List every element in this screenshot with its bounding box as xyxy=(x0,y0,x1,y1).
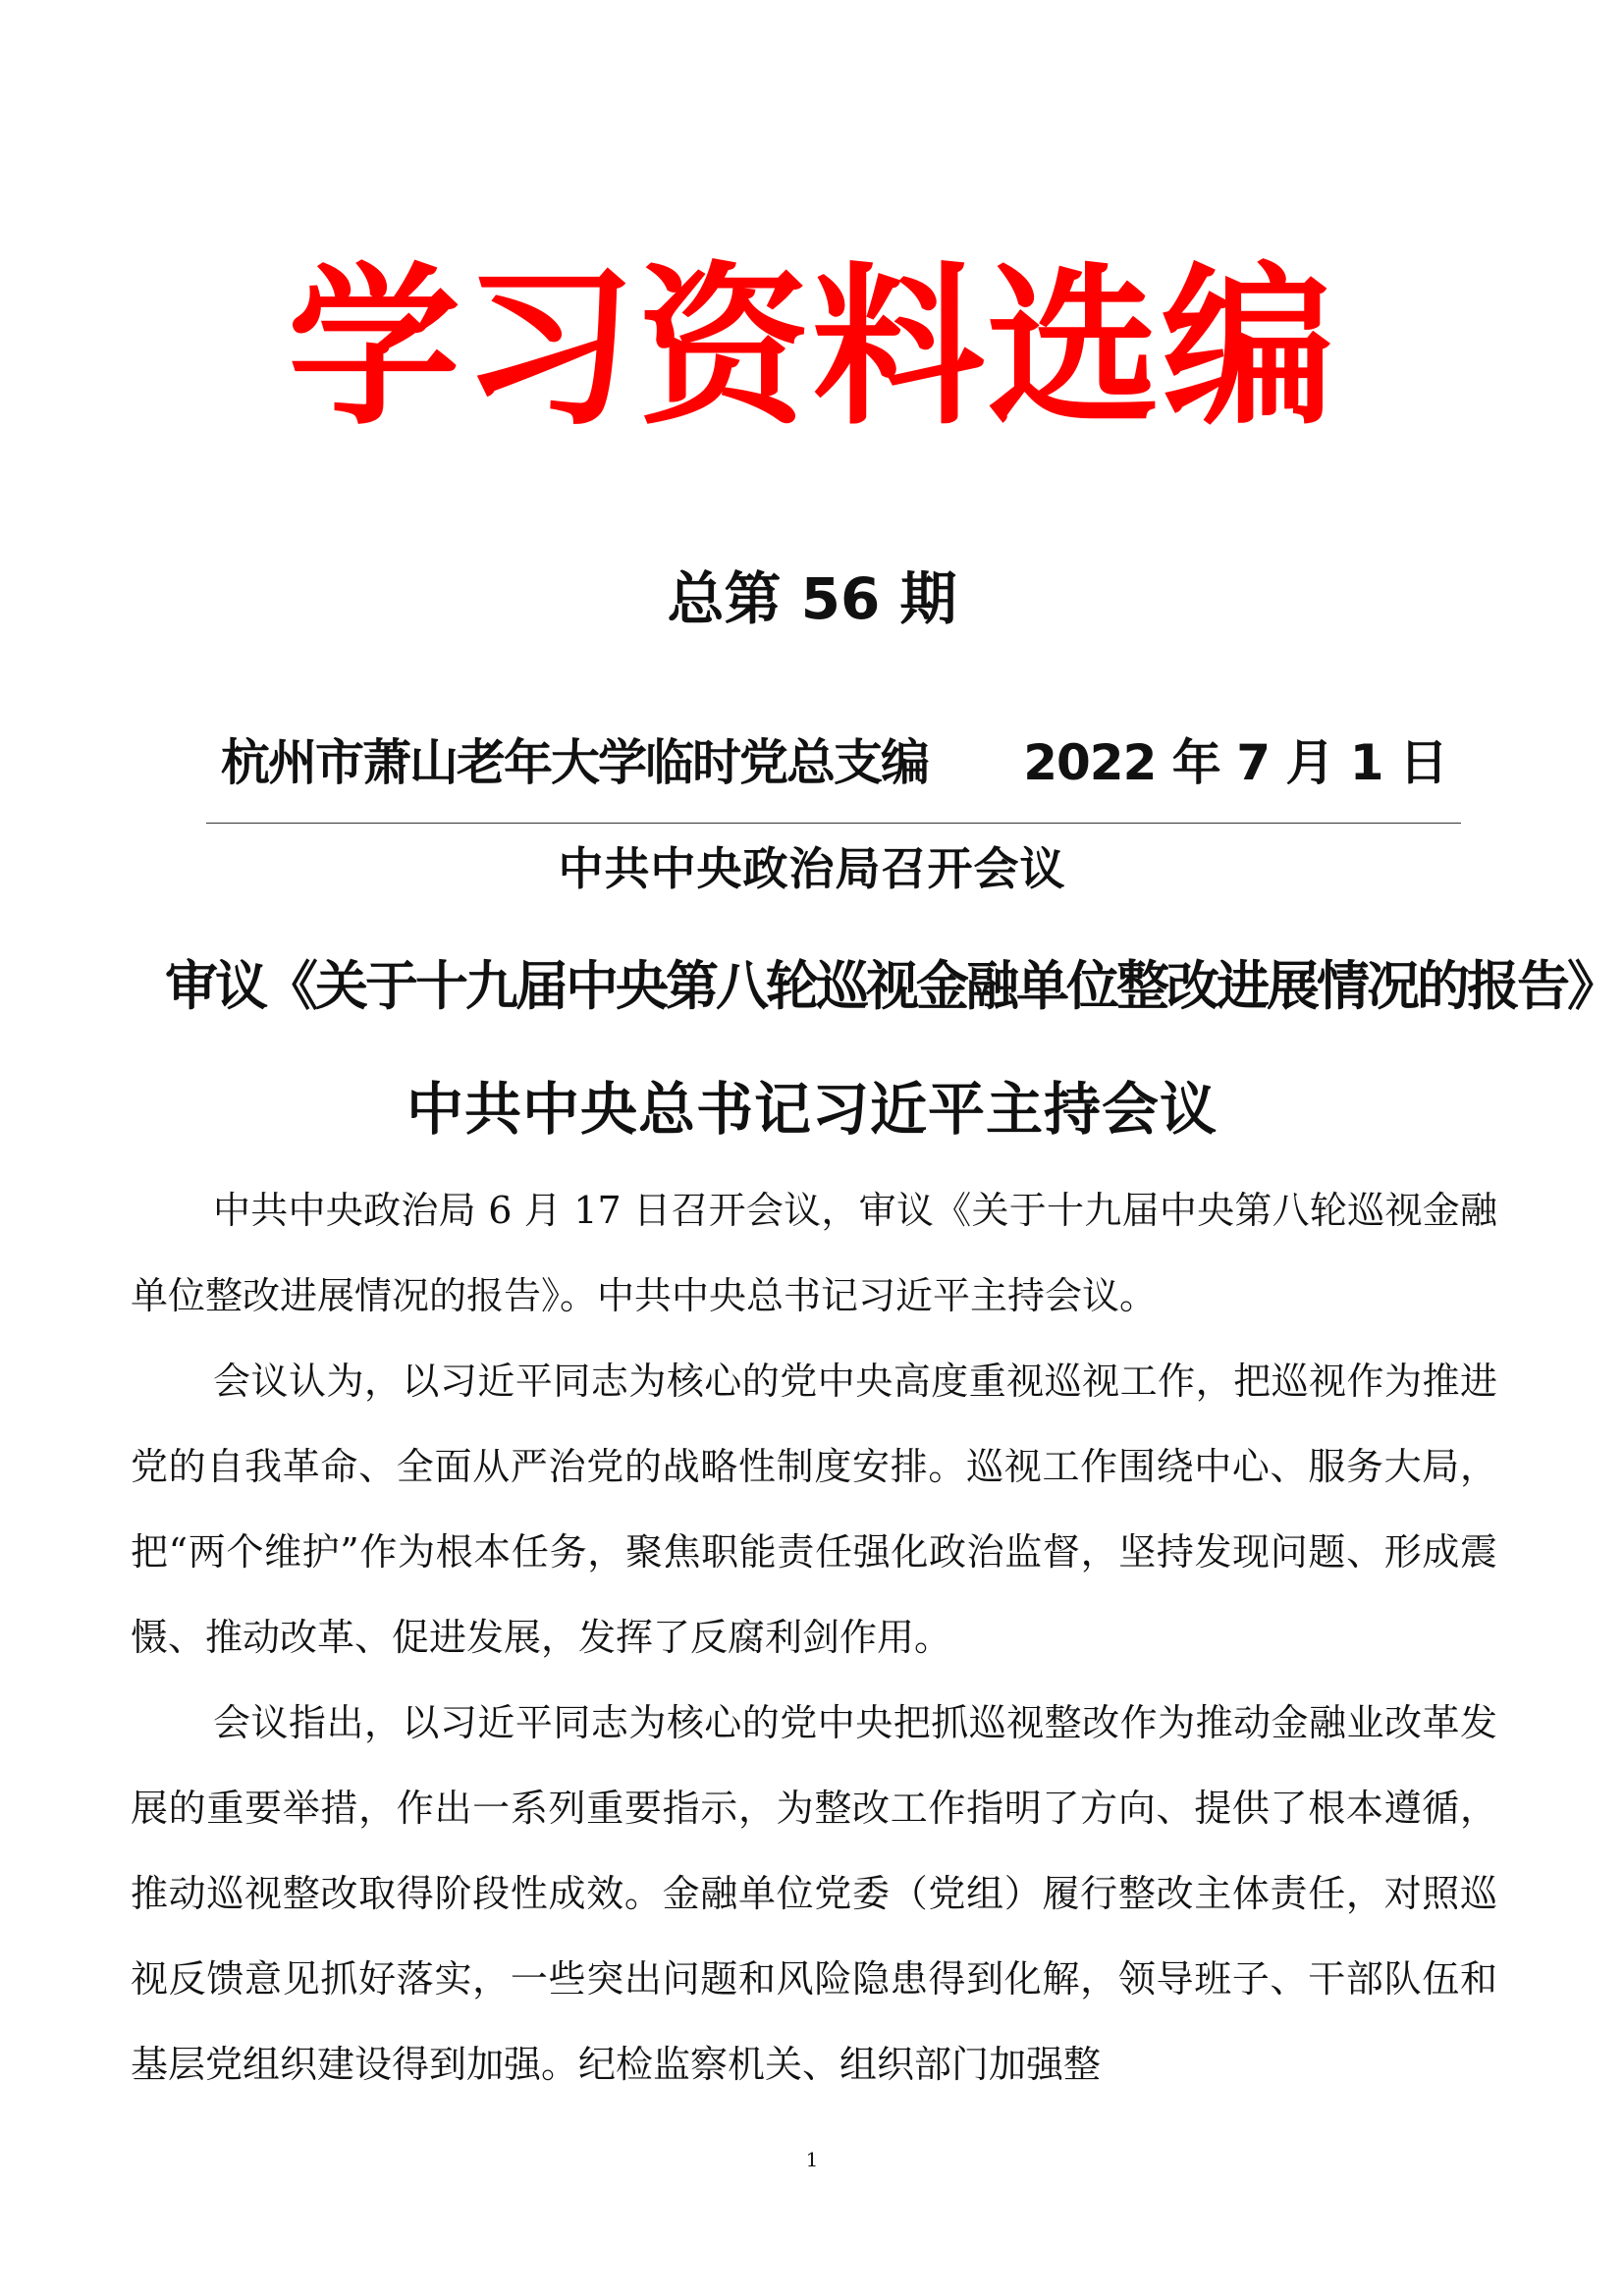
editor-line: 杭州市萧山老年大学临时党总支编 xyxy=(221,734,928,791)
article-paragraph: 会议认为，以习近平同志为核心的党中央高度重视巡视工作，把巡视作为推进党的自我革命、全面从严治党的战略性制度安排。巡视工作围绕中心、服务大局，把“两个维护”作为根本任务，聚焦职能责任强化政治监督，坚持发现问题、形成震慑、推动改革、促进发展，发挥了反腐利剑作用。 xyxy=(131,1360,1497,1659)
article-headline-main: 审议《关于十九届中央第八轮巡视金融单位整改进展情况的报告》 xyxy=(165,955,1617,1017)
issue-date: 2022 年 7 月 1 日 xyxy=(1023,734,1447,791)
article-paragraph: 会议指出，以习近平同志为核心的党中央把抓巡视整改作为推动金融业改革发展的重要举措，作出一系列重要指示，为整改工作指明了方向、提供了根本遵循，推动巡视整改取得阶段性成效。金融单位党委（党组）履行整改主体责任，对照巡视反馈意见抓好落实，一些突出问题和风险隐患得到化解，领导班子、干部队伍和基层党组织建设得到加强。纪检监察机关、组织部门加强整 xyxy=(131,1701,1497,2086)
article-headline-sub: 中共中央总书记习近平主持会议 xyxy=(406,1076,1218,1143)
page-number: 1 xyxy=(805,2148,819,2171)
article-headline-top: 中共中央政治局召开会议 xyxy=(558,842,1066,895)
article-paragraph: 中共中央政治局 6 月 17 日召开会议，审议《关于十九届中央第八轮巡视金融单位整改进展情况的报告》。中共中央总书记习近平主持会议。 xyxy=(131,1189,1497,1317)
header-divider xyxy=(206,823,1461,824)
article-body xyxy=(131,1168,1497,2108)
masthead-title: 学习资料选编 xyxy=(287,247,1336,449)
issue-number: 总第 56 期 xyxy=(667,565,957,632)
